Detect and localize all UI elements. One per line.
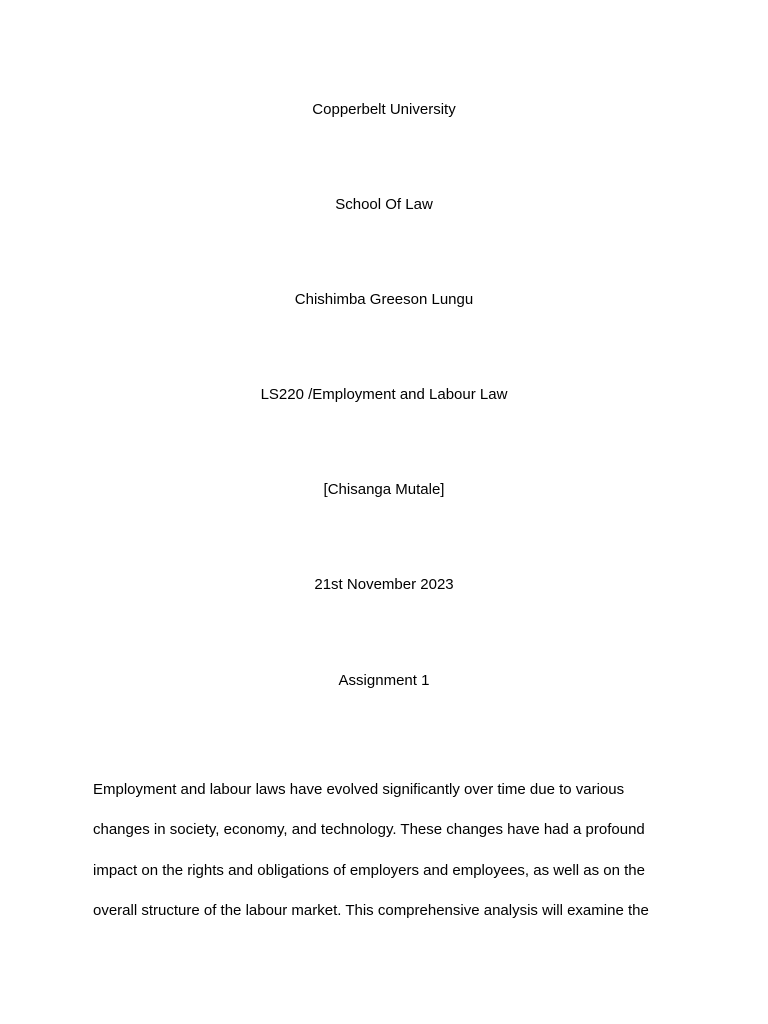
body-paragraph-line: Employment and labour laws have evolved significantly over time due to various [93,781,625,798]
body-paragraph-line: overall structure of the labour market. This comprehensive analysis will examine the [93,902,649,919]
student-name: Chishimba Greeson Lungu [294,291,474,308]
course-title: LS220 /Employment and Labour Law [260,386,508,403]
instructor-name: [Chisanga Mutale] [323,481,445,498]
assignment-title: Assignment 1 [338,672,430,689]
university-name: Copperbelt University [312,101,456,118]
body-paragraph-line: changes in society, economy, and technology. These changes have had a profound [93,821,645,838]
body-paragraph-line: impact on the rights and obligations of employers and employees, as well as on the [93,862,645,879]
submission-date: 21st November 2023 [314,576,454,593]
school-name: School Of Law [335,196,433,213]
